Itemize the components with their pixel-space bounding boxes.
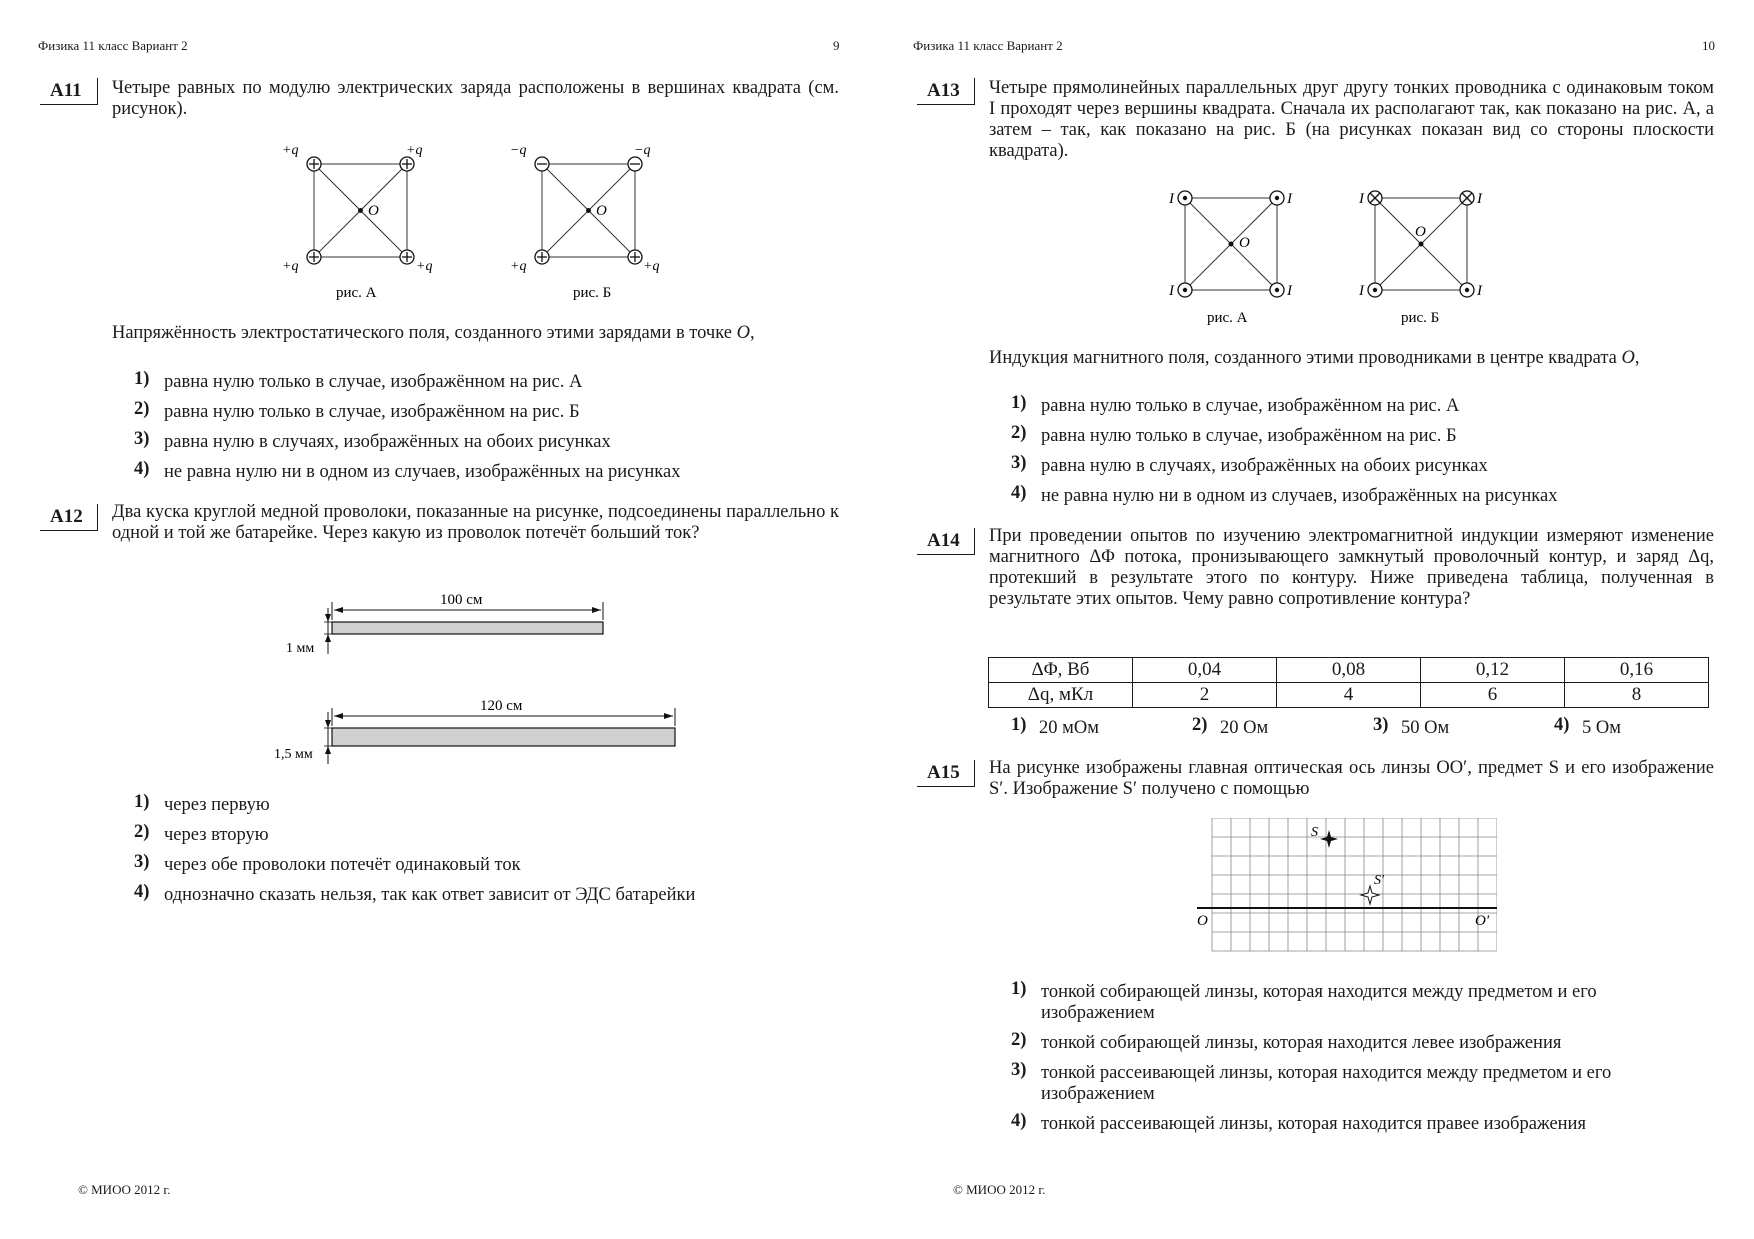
current-into-page <box>1368 191 1382 205</box>
charge-label: +q <box>643 259 660 274</box>
current-label: I <box>1359 283 1364 299</box>
figure-b <box>1358 191 1483 326</box>
answer-option[interactable]: 3) через обе проволоки потечёт одинаковый ток <box>134 852 521 875</box>
answer-option[interactable]: 4) тонкой рассеивающей линзы, которая находится правее изображения <box>1011 1111 1586 1134</box>
current-label: I <box>1359 191 1364 207</box>
answer-option[interactable]: 1) тонкой собирающей линзы, которая находится между предметом и его изображением <box>1011 979 1597 1023</box>
answer-option[interactable]: 3) 50 Ом <box>1373 715 1450 738</box>
figure-b <box>510 143 659 301</box>
answer-option[interactable]: 1) через первую <box>134 792 270 815</box>
object-label: S <box>1311 825 1318 840</box>
figure-caption: рис. Б <box>573 285 612 301</box>
answer-option[interactable]: 3) тонкой рассеивающей линзы, которая находится между предметом и его изображением <box>1011 1060 1612 1104</box>
charge-minus <box>535 157 549 171</box>
table-row-header: Δq, мКл <box>989 683 1133 708</box>
answer-option[interactable]: 4) однозначно сказать нельзя, так как ответ зависит от ЭДС батарейки <box>134 882 696 905</box>
wire-length-label: 120 см <box>480 698 523 714</box>
answer-option[interactable]: 2) через вторую <box>134 822 269 845</box>
page-number: 10 <box>1702 38 1715 53</box>
question-label-a12: A12 <box>40 504 98 531</box>
current-label: I <box>1287 191 1292 207</box>
current-out-of-page <box>1368 283 1382 297</box>
answer-option[interactable]: 4) 5 Ом <box>1554 715 1621 738</box>
current-label: I <box>1169 283 1174 299</box>
center-label: O <box>368 203 379 219</box>
question-label-a11: A11 <box>40 78 98 105</box>
charge-label: +q <box>282 259 299 274</box>
answer-list-a12 <box>134 792 844 915</box>
axis-label-right: O′ <box>1475 913 1490 929</box>
wire-length-label: 100 см <box>440 592 483 608</box>
page-footer: © МИОО 2012 г. <box>953 1182 1046 1197</box>
table-cell: 0,16 <box>1565 658 1709 683</box>
table-cell: 4 <box>1277 683 1421 708</box>
current-into-page <box>1460 191 1474 205</box>
current-label: I <box>1477 283 1482 299</box>
wire-figure <box>270 580 690 770</box>
optics-grid-figure <box>1197 818 1497 954</box>
object-star <box>1320 830 1338 848</box>
center-point <box>586 208 591 213</box>
figure-a <box>282 143 432 301</box>
center-point <box>358 208 363 213</box>
axis-label-left: O <box>1197 913 1208 929</box>
wire-diameter-label: 1 мм <box>286 641 315 656</box>
charge-label: −q <box>510 143 527 158</box>
question-label-a14: A14 <box>917 528 975 555</box>
question-text-a13: Четыре прямолинейных параллельных друг другу тонких проводника с одинаковым током I проходят через вершины квадрата. Сначала их располагают так, как показано на рис. А, а затем – так, как показано на рис. Б (на рисунках показан вид со стороны плоскости квадрата). <box>989 78 1714 161</box>
answer-option[interactable]: 2) тонкой собирающей линзы, которая находится левее изображения <box>1011 1030 1562 1053</box>
charge-plus <box>535 250 549 264</box>
question-label-a13: A13 <box>917 78 975 105</box>
current-label: I <box>1169 191 1174 207</box>
question-prompt-a11: Напряжённость электростатического поля, созданного этими зарядами в точке O, <box>112 323 755 343</box>
conductor-figures <box>1157 180 1497 330</box>
current-label: I <box>1477 191 1482 207</box>
current-out-of-page <box>1460 283 1474 297</box>
answer-list-a15 <box>1011 979 1711 1144</box>
answer-option[interactable]: 3) равна нулю в случаях, изображённых на обоих рисунках <box>1011 453 1488 476</box>
charge-minus <box>628 157 642 171</box>
table-cell: 6 <box>1421 683 1565 708</box>
answer-option[interactable]: 2) равна нулю только в случае, изображённом на рис. Б <box>134 399 580 422</box>
figure-caption: рис. А <box>336 285 377 301</box>
charge-label: +q <box>510 259 527 274</box>
wire-1 <box>286 592 603 656</box>
charge-plus <box>307 250 321 264</box>
figure-caption: рис. Б <box>1401 310 1440 326</box>
answer-option[interactable]: 2) 20 Ом <box>1192 715 1269 738</box>
answer-option[interactable]: 3) равна нулю в случаях, изображённых на обоих рисунках <box>134 429 611 452</box>
page-header: Физика 11 класс Вариант 2 <box>38 38 188 53</box>
question-text-a15: На рисунке изображены главная оптическая ось линзы OO′, предмет S и его изображение S′. Изображение S′ получено с помощью <box>989 758 1714 799</box>
answer-list-a14 <box>1011 715 1735 739</box>
question-label-a15: A15 <box>917 760 975 787</box>
current-out-of-page <box>1178 283 1192 297</box>
right-page <box>877 0 1754 1239</box>
table-row <box>989 683 1709 708</box>
answer-option[interactable]: 1) равна нулю только в случае, изображённом на рис. А <box>1011 393 1460 416</box>
center-label: O <box>1415 224 1426 240</box>
page-header: Физика 11 класс Вариант 2 <box>913 38 1063 53</box>
table-cell: 8 <box>1565 683 1709 708</box>
question-text-a12: Два куска круглой медной проволоки, показанные на рисунке, подсоединены параллельно к одной и той же батарейке. Через какую из проволок потечёт больший ток? <box>112 502 839 543</box>
wire-diameter-label: 1,5 мм <box>274 747 313 762</box>
answer-list-a11 <box>134 369 844 492</box>
image-label: S′ <box>1374 873 1385 888</box>
center-label: O <box>596 203 607 219</box>
data-table <box>988 657 1709 708</box>
table-cell: 0,08 <box>1277 658 1421 683</box>
charge-label: −q <box>634 143 651 158</box>
answer-option[interactable]: 1) 20 мОм <box>1011 715 1099 738</box>
charge-plus <box>628 250 642 264</box>
grid <box>1212 818 1497 951</box>
charge-figures <box>270 138 670 303</box>
current-label: I <box>1287 283 1292 299</box>
answer-list-a13 <box>1011 393 1721 516</box>
charge-plus <box>400 250 414 264</box>
page-footer: © МИОО 2012 г. <box>78 1182 171 1197</box>
current-out-of-page <box>1270 283 1284 297</box>
current-out-of-page <box>1270 191 1284 205</box>
page-number: 9 <box>833 38 840 53</box>
table-row <box>989 658 1709 683</box>
wire-2 <box>274 698 675 764</box>
table-cell: 0,04 <box>1133 658 1277 683</box>
table-row-header: ΔΦ, Вб <box>989 658 1133 683</box>
answer-option[interactable]: 1) равна нулю только в случае, изображённом на рис. А <box>134 369 583 392</box>
charge-label: +q <box>416 259 433 274</box>
figure-caption: рис. А <box>1207 310 1248 326</box>
center-label: O <box>1239 235 1250 251</box>
charge-label: +q <box>282 143 299 158</box>
question-text-a14: При проведении опытов по изучению электромагнитной индукции измеряют изменение магнитного ΔΦ потока, пронизывающего замкнутый проволочный контур, и заряд Δq, протекший в результате этого по контуру. Ниже приведена таблица, полученная в результате этих опытов. Чему равно сопротивление контура? <box>989 526 1714 609</box>
charge-plus <box>400 157 414 171</box>
answer-option[interactable]: 4) не равна нулю ни в одном из случаев, изображённых на рисунках <box>134 459 681 482</box>
table-cell: 2 <box>1133 683 1277 708</box>
table-cell: 0,12 <box>1421 658 1565 683</box>
question-prompt-a13: Индукция магнитного поля, созданного этими проводниками в центре квадрата O, <box>989 348 1640 368</box>
charge-label: +q <box>406 143 423 158</box>
question-text-a11: Четыре равных по модулю электрических заряда расположены в вершинах квадрата (см. рисунок). <box>112 78 839 119</box>
figure-a <box>1168 191 1293 326</box>
answer-option[interactable]: 4) не равна нулю ни в одном из случаев, изображённых на рисунках <box>1011 483 1558 506</box>
answer-option[interactable]: 2) равна нулю только в случае, изображённом на рис. Б <box>1011 423 1457 446</box>
charge-plus <box>307 157 321 171</box>
current-out-of-page <box>1178 191 1192 205</box>
